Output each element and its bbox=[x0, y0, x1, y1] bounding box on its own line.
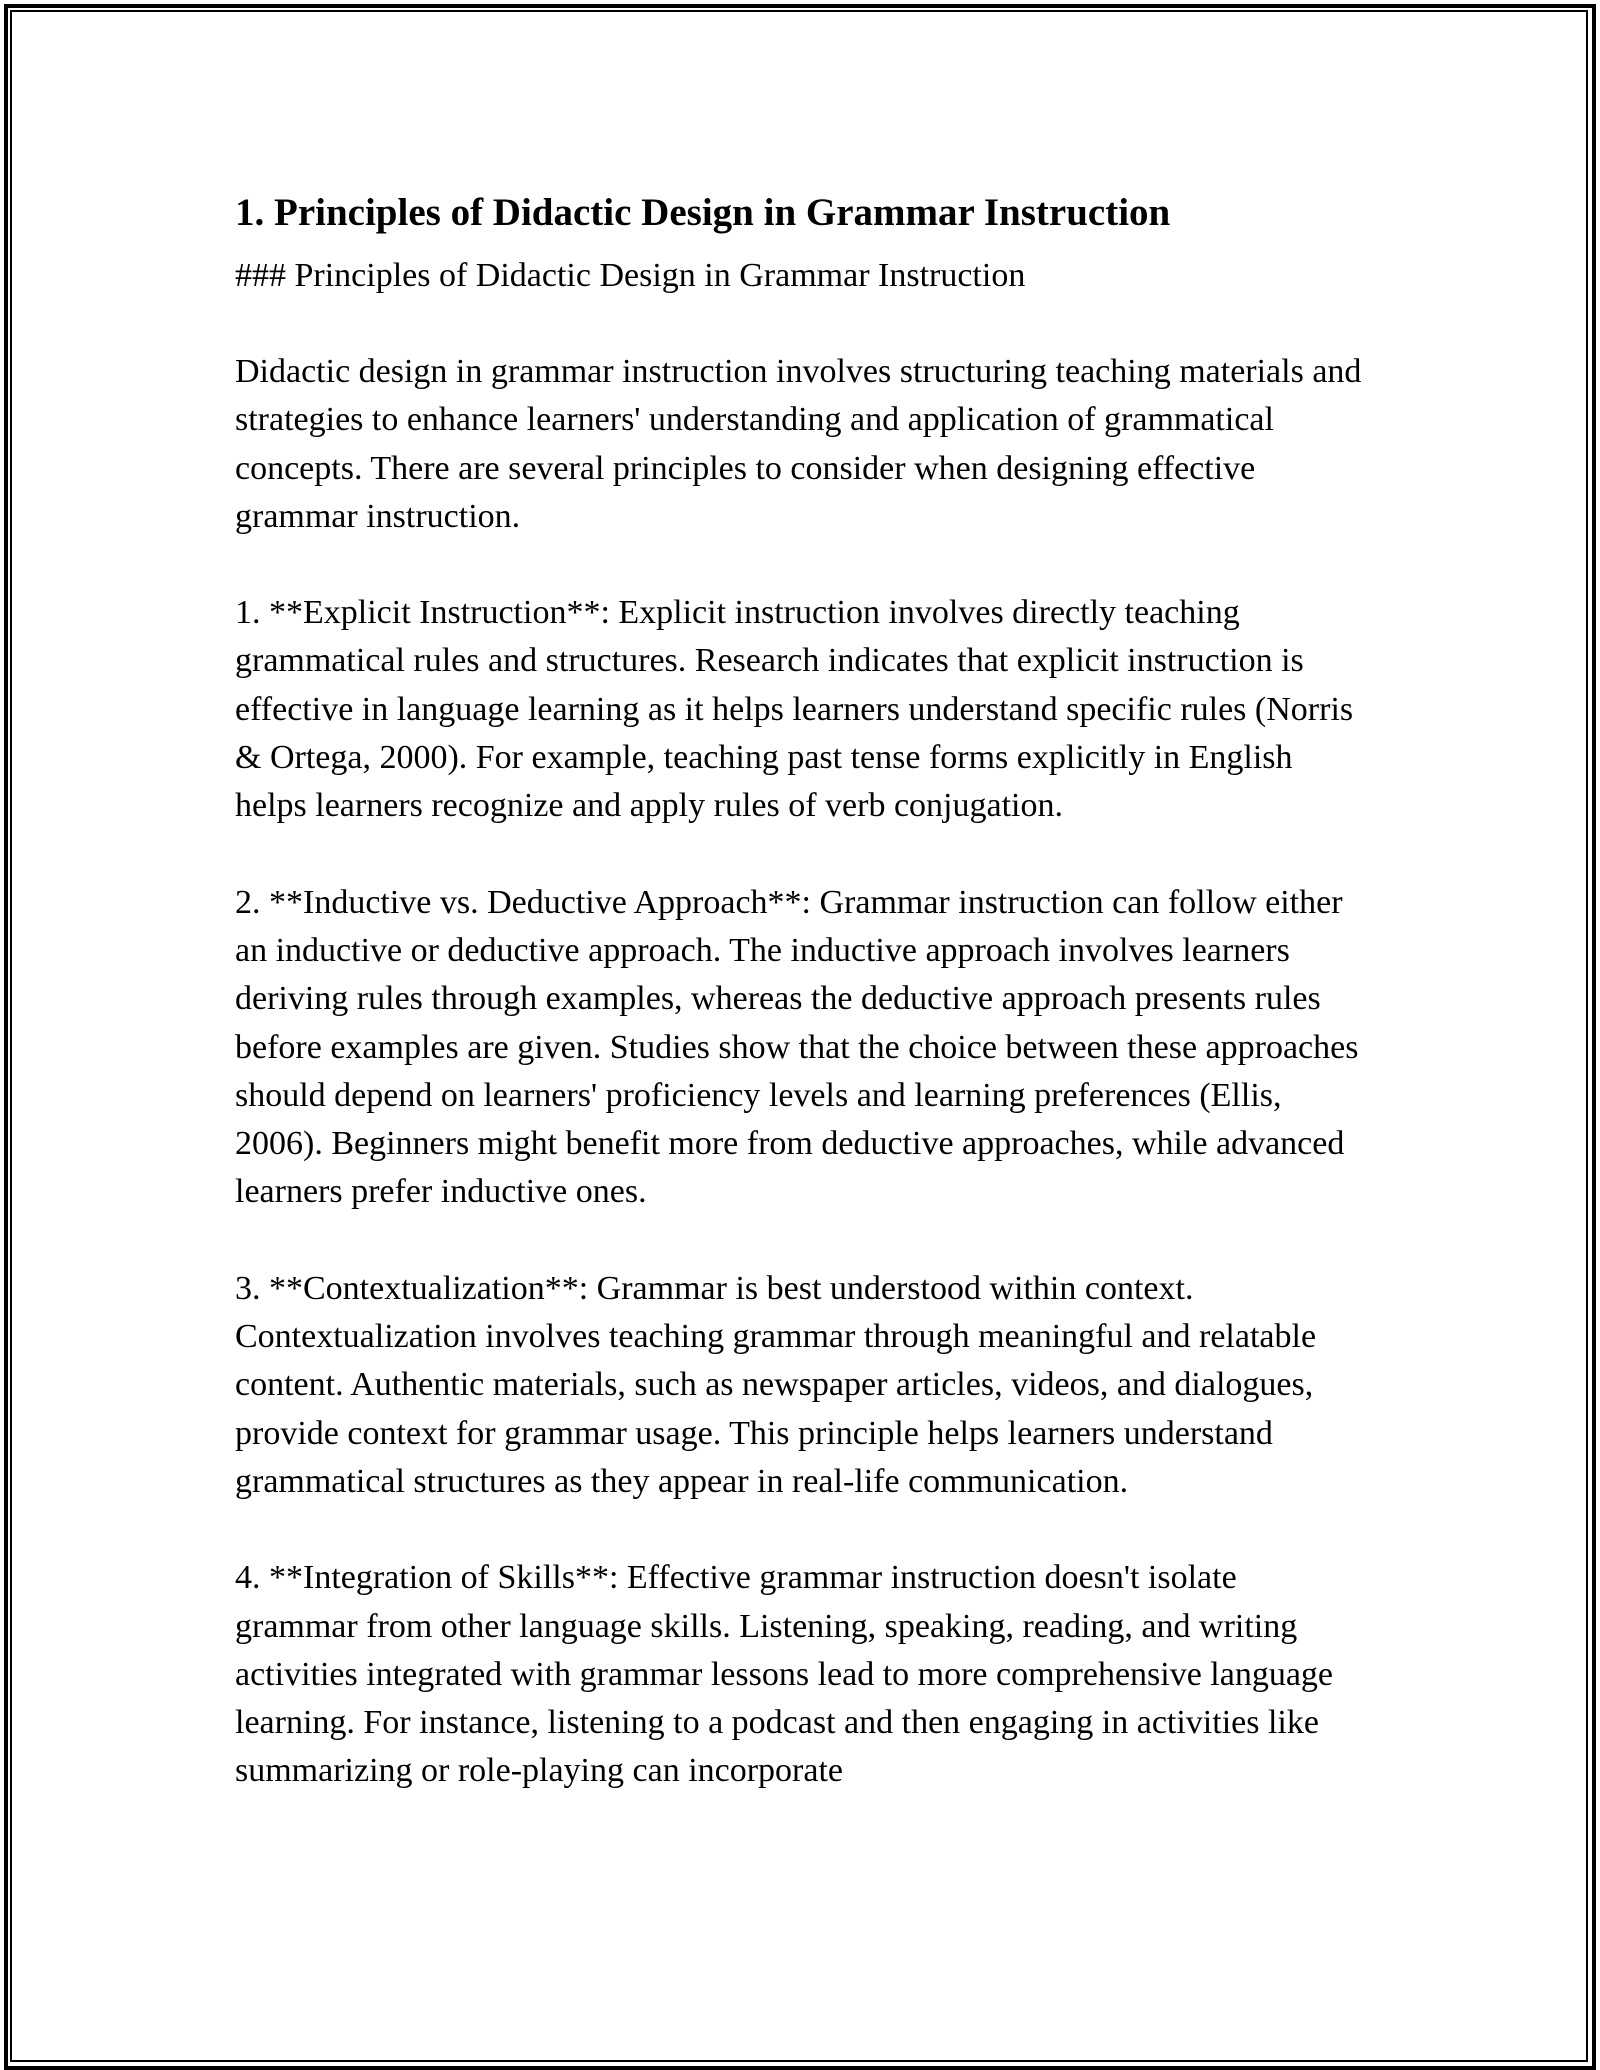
section-subheading: ### Principles of Didactic Design in Grammar Instruction bbox=[235, 257, 1026, 294]
document-title: 1. Principles of Didactic Design in Grammar Instruction bbox=[235, 191, 1171, 234]
principle-inductive-deductive: 2. **Inductive vs. Deductive Approach**: Grammar instruction can follow either an inductive or deductive approach. The inductive approach involves learners deriving rules through examples, whereas the deductive approach presents rules before examples are given. Studies show that the choice between these approaches should depend on learners' proficiency levels and learning preferences (Ellis, 2006). Beginners might benefit more from deductive approaches, while advanced learners prefer inductive ones. bbox=[235, 883, 1359, 1211]
principle-explicit-instruction: 1. **Explicit Instruction**: Explicit instruction involves directly teaching grammatical rules and structures. Research indicates that explicit instruction is effective in language learning as it helps learners understand specific rules (Norris & Ortega, 2000). For example, teaching past tense forms explicitly in English helps learners recognize and apply rules of verb conjugation. bbox=[235, 594, 1354, 825]
intro-paragraph: Didactic design in grammar instruction involves structuring teaching materials and strategies to enhance learners' understanding and application of grammatical concepts. There are several principles to consider when designing effective grammar instruction. bbox=[235, 353, 1362, 535]
principle-integration-of-skills: 4. **Integration of Skills**: Effective grammar instruction doesn't isolate grammar from other language skills. Listening, speaking, reading, and writing activities integrated with grammar lessons lead to more comprehensive language learning. For instance, listening to a podcast and then engaging in activities like summarizing or role-playing can incorporate bbox=[235, 1559, 1334, 1790]
document-body bbox=[235, 180, 1365, 1796]
principle-contextualization: 3. **Contextualization**: Grammar is best understood within context. Contextualization involves teaching grammar through meaningful and relatable content. Authentic materials, such as newspaper articles, videos, and dialogues, provide context for grammar usage. This principle helps learners understand grammatical structures as they appear in real-life communication. bbox=[235, 1269, 1317, 1500]
